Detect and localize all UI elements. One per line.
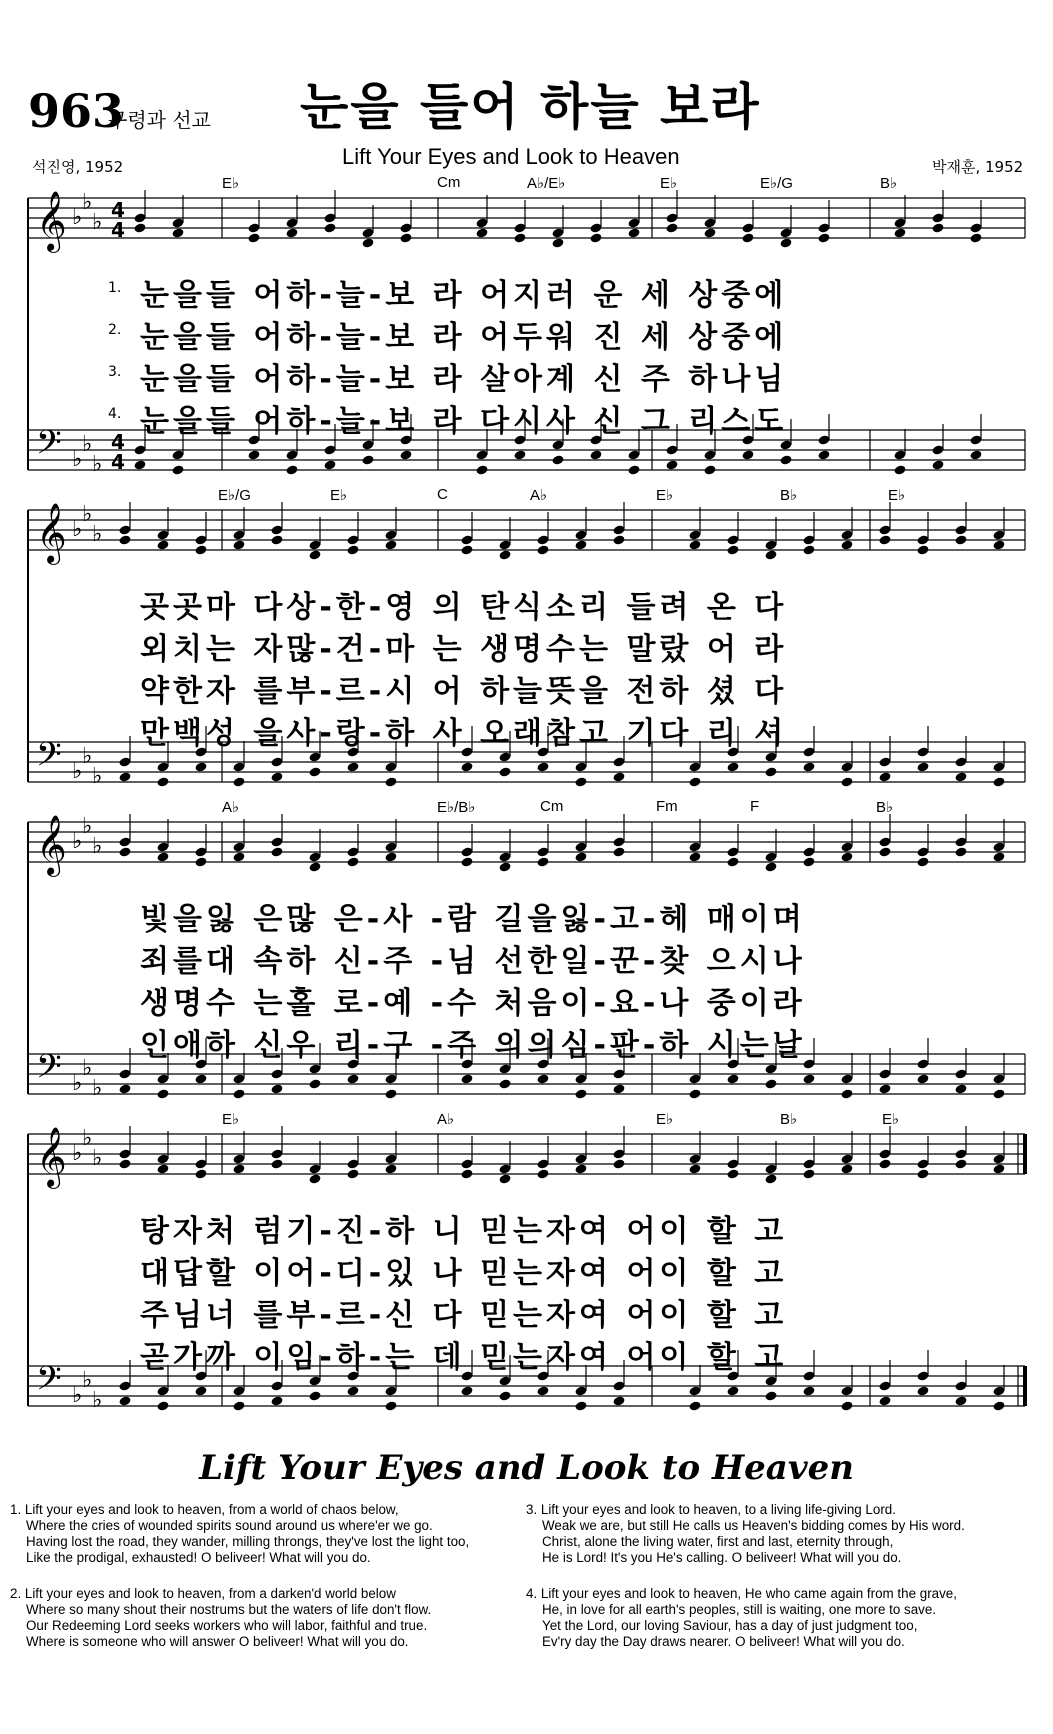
time-signature-bottom: 4 <box>111 450 125 474</box>
lyric-line: 대답할 이어-디-있 나 믿는자여 어이 할 고 <box>140 1256 788 1291</box>
note-head <box>460 544 473 555</box>
note-head <box>688 539 701 550</box>
flat-icon: ♭ <box>72 1071 83 1096</box>
note-head <box>916 761 929 772</box>
chord-symbol: C <box>437 486 448 503</box>
note-head <box>878 846 891 857</box>
note-head <box>536 1168 549 1179</box>
english-verse-line: Weak we are, but still He calls us Heaven's bidding comes by His word. <box>542 1518 965 1533</box>
english-verse-line: He, in love for all earth's peoples, still is waiting, one more to save. <box>542 1602 937 1617</box>
note-head <box>893 464 906 475</box>
chord-symbol: B♭ <box>780 487 798 504</box>
note-head <box>954 1158 967 1169</box>
note-head <box>346 544 359 555</box>
note-head <box>878 534 891 545</box>
flat-icon: ♭ <box>82 744 93 769</box>
note-head <box>840 1088 853 1099</box>
note-head <box>384 851 397 862</box>
note-head <box>460 856 473 867</box>
note-head <box>878 771 891 782</box>
note-head <box>118 1395 131 1406</box>
note-head <box>156 1163 169 1174</box>
note-head <box>916 856 929 867</box>
lyric-line: 인애하 신우 리-구 -주 의의심-판-하 시는날 <box>140 1028 806 1063</box>
flat-icon: ♭ <box>82 1126 93 1151</box>
treble-clef-icon: 𝄞 <box>36 815 67 875</box>
note-head <box>551 454 564 465</box>
note-head <box>118 771 131 782</box>
lyric-line: 만백성 을사-랑-하 사 오래참고 기다 리 셔 <box>140 716 788 751</box>
chord-symbol: A♭ <box>437 1111 455 1128</box>
note-head <box>916 1168 929 1179</box>
note-head <box>574 851 587 862</box>
note-head <box>612 534 625 545</box>
bass-clef-icon: 𝄢 <box>36 1048 62 1094</box>
note-head <box>270 1158 283 1169</box>
note-head <box>840 776 853 787</box>
chord-symbol: A♭ <box>530 487 548 504</box>
chord-symbol: E♭ <box>222 175 240 192</box>
note-head <box>384 776 397 787</box>
note-head <box>741 449 754 460</box>
note-head <box>475 227 488 238</box>
bass-clef-icon: 𝄢 <box>36 424 62 470</box>
note-head <box>969 449 982 460</box>
treble-clef-icon: 𝄞 <box>36 1127 67 1187</box>
chord-symbol: E♭/B♭ <box>437 799 476 816</box>
note-head <box>194 761 207 772</box>
note-head <box>460 1073 473 1084</box>
note-head <box>764 1390 777 1401</box>
note-head <box>931 459 944 470</box>
note-head <box>285 227 298 238</box>
note-head <box>384 1400 397 1411</box>
note-head <box>498 1173 511 1184</box>
note-head <box>118 846 131 857</box>
chord-symbol: F <box>750 798 760 815</box>
time-signature-bottom: 4 <box>111 218 125 242</box>
treble-staff <box>28 510 1025 550</box>
note-head <box>308 549 321 560</box>
treble-staff <box>28 822 1025 862</box>
note-head <box>916 544 929 555</box>
note-head <box>726 761 739 772</box>
note-head <box>574 1163 587 1174</box>
note-head <box>665 459 678 470</box>
note-head <box>171 464 184 475</box>
flat-icon: ♭ <box>92 210 103 235</box>
note-head <box>589 232 602 243</box>
note-head <box>232 1163 245 1174</box>
note-head <box>118 534 131 545</box>
time-signature-top: 4 <box>111 430 125 454</box>
english-verse-line: Where the cries of wounded spirits sound around us where'er we go. <box>26 1518 433 1533</box>
chord-symbol: Cm <box>540 798 564 815</box>
flat-icon: ♭ <box>72 1383 83 1408</box>
note-head <box>878 1158 891 1169</box>
english-verse-line: 3. Lift your eyes and look to heaven, to a living life-giving Lord. <box>526 1502 896 1517</box>
verse-number: 2. <box>108 322 122 338</box>
lyric-line: 곳곳마 다상-한-영 의 탄식소리 들려 온 다 <box>140 590 788 625</box>
note-head <box>270 846 283 857</box>
flat-icon: ♭ <box>92 834 103 859</box>
note-head <box>840 1163 853 1174</box>
lyric-line: 주님너 를부-르-신 다 믿는자여 어이 할 고 <box>140 1298 788 1333</box>
note-head <box>498 766 511 777</box>
note-head <box>536 544 549 555</box>
note-head <box>992 776 1005 787</box>
note-head <box>270 1083 283 1094</box>
note-head <box>817 232 830 243</box>
english-verse-line: Having lost the road, they wander, milling throngs, they've lost the light too, <box>26 1534 470 1549</box>
note-head <box>171 227 184 238</box>
note-head <box>992 1400 1005 1411</box>
chord-symbol: E♭/G <box>218 487 251 504</box>
note-head <box>118 1083 131 1094</box>
note-head <box>764 1173 777 1184</box>
flat-icon: ♭ <box>72 517 83 542</box>
note-head <box>574 539 587 550</box>
flat-icon: ♭ <box>82 814 93 839</box>
note-head <box>498 549 511 560</box>
note-head <box>840 539 853 550</box>
chord-symbol: E♭ <box>656 1111 674 1128</box>
english-verse-line: Where so many shout their nostrums but the waters of life don't flow. <box>26 1602 432 1617</box>
note-head <box>954 846 967 857</box>
chord-symbol: E♭ <box>222 1111 240 1128</box>
note-head <box>726 544 739 555</box>
flat-icon: ♭ <box>92 1076 103 1101</box>
chord-symbol: A♭ <box>222 799 240 816</box>
title-english: Lift Your Eyes and Look to Heaven <box>342 144 680 169</box>
note-head <box>194 1073 207 1084</box>
note-head <box>954 1083 967 1094</box>
english-verse-line: 4. Lift your eyes and look to heaven, He who came again from the grave, <box>526 1586 957 1601</box>
note-head <box>194 1385 207 1396</box>
english-verse-line: Our Redeeming Lord seeks workers who will labor, faithful and true. <box>26 1618 428 1633</box>
note-head <box>308 766 321 777</box>
note-head <box>954 1395 967 1406</box>
note-head <box>764 766 777 777</box>
note-head <box>802 856 815 867</box>
lyric-line: 탕자처 럼기-진-하 니 믿는자여 어이 할 고 <box>140 1214 788 1249</box>
chord-symbol: E♭ <box>656 487 674 504</box>
english-script-title: Lift Your Eyes and Look to Heaven <box>199 1448 854 1488</box>
note-head <box>688 1163 701 1174</box>
lyric-line: 약한자 를부-르-시 어 하늘뜻을 전하 셨 다 <box>140 674 788 709</box>
note-head <box>878 1395 891 1406</box>
hymn-category: 구령과 선교 <box>108 108 211 132</box>
lyric-line: 죄를대 속하 신-주 -님 선한일-꾼-찾 으시나 <box>140 944 806 979</box>
treble-clef-icon: 𝄞 <box>36 503 67 563</box>
note-head <box>156 1088 169 1099</box>
note-head <box>802 1073 815 1084</box>
note-head <box>612 846 625 857</box>
note-head <box>703 464 716 475</box>
treble-clef-icon: 𝄞 <box>36 191 67 251</box>
note-head <box>612 1395 625 1406</box>
note-head <box>323 459 336 470</box>
note-head <box>346 1168 359 1179</box>
note-head <box>893 227 906 238</box>
note-head <box>118 1158 131 1169</box>
note-head <box>612 771 625 782</box>
english-verse-line: 1. Lift your eyes and look to heaven, from a world of chaos below, <box>10 1502 399 1517</box>
note-head <box>817 449 830 460</box>
note-head <box>308 861 321 872</box>
note-head <box>361 237 374 248</box>
note-head <box>802 1385 815 1396</box>
note-head <box>726 1168 739 1179</box>
note-head <box>992 539 1005 550</box>
note-head <box>779 454 792 465</box>
note-head <box>688 851 701 862</box>
note-head <box>346 1385 359 1396</box>
note-head <box>916 1073 929 1084</box>
note-head <box>323 222 336 233</box>
flat-icon: ♭ <box>72 205 83 230</box>
note-head <box>840 1400 853 1411</box>
note-head <box>460 1168 473 1179</box>
chord-symbol: E♭ <box>888 487 906 504</box>
english-verse-line: Yet the Lord, our loving Saviour, has a day of just judgment too, <box>542 1618 918 1633</box>
note-head <box>156 851 169 862</box>
time-signature-top: 4 <box>111 198 125 222</box>
note-head <box>954 534 967 545</box>
note-head <box>931 222 944 233</box>
note-head <box>513 449 526 460</box>
note-head <box>536 761 549 772</box>
note-head <box>498 1390 511 1401</box>
flat-icon: ♭ <box>72 1141 83 1166</box>
verse-number: 4. <box>108 406 122 422</box>
english-verse-line: 2. Lift your eyes and look to heaven, from a darken'd world below <box>10 1586 396 1601</box>
flat-icon: ♭ <box>82 1368 93 1393</box>
flat-icon: ♭ <box>92 1146 103 1171</box>
note-head <box>551 237 564 248</box>
note-head <box>954 771 967 782</box>
note-head <box>574 1088 587 1099</box>
note-head <box>840 851 853 862</box>
note-head <box>688 776 701 787</box>
note-head <box>802 1168 815 1179</box>
note-head <box>399 449 412 460</box>
flat-icon: ♭ <box>82 190 93 215</box>
note-head <box>589 449 602 460</box>
note-head <box>361 454 374 465</box>
note-head <box>247 232 260 243</box>
lyric-line: 곧가까 이임-하-는 데 믿는자여 어이 할 고 <box>140 1340 788 1375</box>
note-head <box>247 449 260 460</box>
note-head <box>232 1400 245 1411</box>
chord-symbol: B♭ <box>880 175 898 192</box>
note-head <box>764 861 777 872</box>
chord-symbol: Fm <box>656 798 678 815</box>
chord-symbol: Cm <box>437 174 461 191</box>
note-head <box>308 1078 321 1089</box>
note-head <box>992 1088 1005 1099</box>
note-head <box>726 1073 739 1084</box>
note-head <box>384 1163 397 1174</box>
note-head <box>536 1385 549 1396</box>
note-head <box>574 1400 587 1411</box>
lyric-line: 빛을잃 은많 은-사 -람 길을잃-고-헤 매이며 <box>140 902 806 937</box>
note-head <box>194 1168 207 1179</box>
note-head <box>612 1083 625 1094</box>
note-head <box>779 237 792 248</box>
flat-icon: ♭ <box>92 452 103 477</box>
note-head <box>969 232 982 243</box>
flat-icon: ♭ <box>72 759 83 784</box>
note-head <box>384 1088 397 1099</box>
note-head <box>688 1400 701 1411</box>
note-head <box>285 464 298 475</box>
note-head <box>726 1385 739 1396</box>
note-head <box>802 761 815 772</box>
english-verse-line: Christ, alone the living water, first and last, eternity through, <box>542 1534 894 1549</box>
verse-number: 1. <box>108 280 122 296</box>
lyric-line: 생명수 는홀 로-예 -수 처음이-요-나 중이라 <box>140 986 806 1021</box>
lyric-line: 눈을들 어하-늘-보 라 어두워 진 세 상중에 <box>140 320 788 355</box>
english-verse-line: Ev'ry day the Day draws nearer. O beliveer! What will you do. <box>542 1634 905 1649</box>
note-head <box>156 539 169 550</box>
verse-number: 3. <box>108 364 122 380</box>
bass-clef-icon: 𝄢 <box>36 1360 62 1406</box>
note-head <box>703 227 716 238</box>
note-head <box>536 1073 549 1084</box>
hymn-number: 963 <box>28 84 125 138</box>
lyric-line: 눈을들 어하-늘-보 라 살아계 신 주 하나님 <box>140 362 788 397</box>
note-head <box>460 1385 473 1396</box>
note-head <box>270 1395 283 1406</box>
note-head <box>346 761 359 772</box>
note-head <box>498 861 511 872</box>
note-head <box>232 1088 245 1099</box>
lyric-line: 눈을들 어하-늘-보 라 어지러 운 세 상중에 <box>140 278 788 313</box>
note-head <box>574 776 587 787</box>
note-head <box>346 1073 359 1084</box>
title-korean: 눈을 들어 하늘 보라 <box>300 78 761 136</box>
note-head <box>513 232 526 243</box>
note-head <box>460 761 473 772</box>
note-head <box>194 544 207 555</box>
note-head <box>475 464 488 475</box>
english-verse-line: Like the prodigal, exhausted! O beliveer! What will you do. <box>26 1550 371 1565</box>
flat-icon: ♭ <box>82 1056 93 1081</box>
note-head <box>612 1158 625 1169</box>
note-head <box>384 539 397 550</box>
lyric-line: 눈을들 어하-늘-보 라 다시사 신 그 리스도 <box>140 404 788 439</box>
note-head <box>133 459 146 470</box>
note-head <box>156 1400 169 1411</box>
flat-icon: ♭ <box>82 432 93 457</box>
note-head <box>916 1385 929 1396</box>
note-head <box>346 856 359 867</box>
bass-clef-icon: 𝄢 <box>36 736 62 782</box>
flat-icon: ♭ <box>72 447 83 472</box>
note-head <box>270 771 283 782</box>
note-head <box>232 539 245 550</box>
flat-icon: ♭ <box>72 829 83 854</box>
note-head <box>992 851 1005 862</box>
flat-icon: ♭ <box>92 522 103 547</box>
note-head <box>399 232 412 243</box>
chord-symbol: B♭ <box>780 1111 798 1128</box>
note-head <box>133 222 146 233</box>
chord-symbol: A♭/E♭ <box>527 175 566 192</box>
note-head <box>194 856 207 867</box>
note-head <box>308 1173 321 1184</box>
flat-icon: ♭ <box>82 502 93 527</box>
note-head <box>665 222 678 233</box>
lyric-line: 외치는 자많-건-마 는 생명수는 말랐 어 라 <box>140 632 788 667</box>
note-head <box>764 1078 777 1089</box>
note-head <box>802 544 815 555</box>
english-verse-line: Where is someone who will answer O beliveer! What will you do. <box>26 1634 409 1649</box>
note-head <box>878 1083 891 1094</box>
flat-icon: ♭ <box>92 1388 103 1413</box>
note-head <box>232 851 245 862</box>
lyricist-credit: 석진영, 1952 <box>32 158 124 176</box>
composer-credit: 박재훈, 1952 <box>932 158 1024 176</box>
note-head <box>764 549 777 560</box>
note-head <box>688 1088 701 1099</box>
note-head <box>741 232 754 243</box>
flat-icon: ♭ <box>92 764 103 789</box>
note-head <box>726 856 739 867</box>
note-head <box>627 464 640 475</box>
treble-staff <box>28 1134 1025 1174</box>
note-head <box>498 1078 511 1089</box>
chord-symbol: E♭/G <box>760 175 793 192</box>
english-verse-line: He is Lord! It's you He's calling. O beliveer! What will you do. <box>542 1550 902 1565</box>
chord-symbol: E♭ <box>882 1111 900 1128</box>
note-head <box>270 534 283 545</box>
note-head <box>232 776 245 787</box>
note-head <box>308 1390 321 1401</box>
note-head <box>992 1163 1005 1174</box>
note-head <box>627 227 640 238</box>
chord-symbol: B♭ <box>876 799 894 816</box>
note-head <box>536 856 549 867</box>
chord-symbol: E♭ <box>330 487 348 504</box>
note-head <box>156 776 169 787</box>
chord-symbol: E♭ <box>660 175 678 192</box>
